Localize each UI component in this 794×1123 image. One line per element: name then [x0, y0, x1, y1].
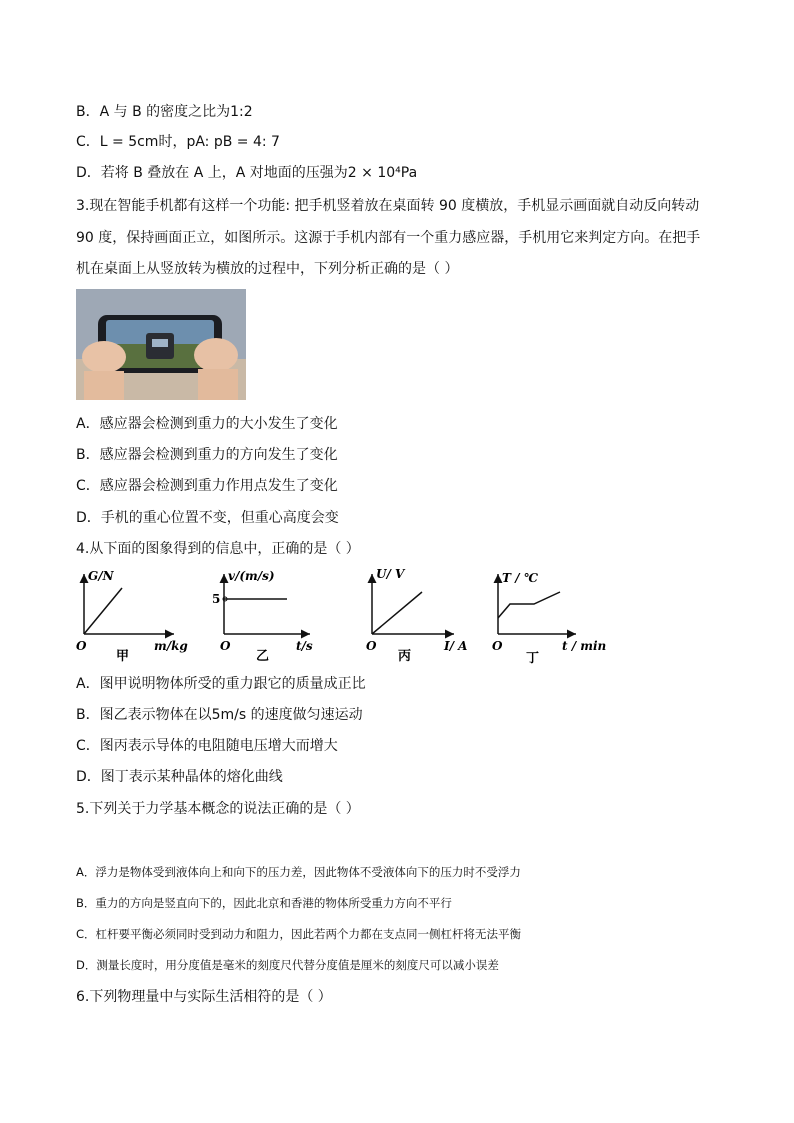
jia-x-label: m/kg	[154, 639, 188, 653]
q3-option-d: D．手机的重心位置不变，但重心高度会变	[76, 510, 339, 526]
jia-y-label: G/N	[88, 569, 114, 583]
q3-option-a: A．感应器会检测到重力的大小发生了变化	[76, 416, 338, 432]
q5-option-a: A．浮力是物体受到液体向上和向下的压力差，因此物体不受液体向下的压力时不受浮力	[76, 865, 521, 879]
q5-option-d: D．测量长度时，用分度值是毫米的刻度尺代替分度值是厘米的刻度尺可以减小误差	[76, 958, 499, 972]
yi-x-label: t/s	[296, 639, 313, 653]
q4-option-b: B．图乙表示物体在以5m/s 的速度做匀速运动	[76, 707, 363, 723]
q3-option-b: B．感应器会检测到重力的方向发生了变化	[76, 447, 338, 463]
jia-name: 甲	[116, 649, 130, 664]
q3-stem-line2: 90 度，保持画面正立，如图所示。这源于手机内部有一个重力感应器，手机用它来判定方向。在把手	[76, 230, 701, 246]
option-d-stack: D．若将 B 叠放在 A 上，A 对地面的压强为2 × 10⁴Pa	[76, 165, 418, 181]
q4-option-a: A．图甲说明物体所受的重力跟它的质量成正比	[76, 676, 366, 692]
ding-y-label: T / ℃	[502, 571, 539, 585]
graph-bing	[364, 568, 474, 668]
option-c-pressure: C．L = 5cm时，pA: pB = 4: 7	[76, 134, 280, 150]
bing-y-label: U/ V	[376, 568, 405, 581]
graph-yi	[212, 568, 322, 668]
ding-name: 丁	[526, 651, 540, 664]
q3-stem-line1: 3.现在智能手机都有这样一个功能: 把手机竖着放在桌面转 90 度横放，手机显示画面就自动反向转动	[76, 198, 700, 214]
q5-option-c: C．杠杆要平衡必须同时受到动力和阻力，因此若两个力都在支点同一侧杠杆将无法平衡	[76, 927, 522, 941]
graph-jia	[76, 568, 196, 668]
q5-stem: 5.下列关于力学基本概念的说法正确的是（ ）	[76, 801, 360, 817]
bing-name: 丙	[398, 649, 412, 664]
ding-x-label: t / min	[562, 639, 607, 653]
bing-x-label: I/ A	[444, 639, 468, 653]
yi-origin: O	[220, 639, 231, 653]
yi-name: 乙	[256, 649, 270, 664]
q5-option-b: B．重力的方向是竖直向下的，因此北京和香港的物体所受重力方向不平行	[76, 896, 452, 910]
yi-y-label: v/(m/s)	[228, 569, 275, 583]
q3-stem-line3: 机在桌面上从竖放转为横放的过程中，下列分析正确的是（ ）	[76, 261, 459, 277]
q4-option-c: C．图丙表示导体的电阻随电压增大而增大	[76, 738, 338, 754]
graph-ding	[490, 568, 620, 668]
q4-option-d: D．图丁表示某种晶体的熔化曲线	[76, 769, 283, 785]
phone-landscape-photo	[76, 289, 246, 400]
yi-mark-5: 5	[212, 592, 221, 606]
jia-origin: O	[76, 639, 87, 653]
bing-origin: O	[366, 639, 377, 653]
ding-origin: O	[492, 639, 503, 653]
q6-stem: 6.下列物理量中与实际生活相符的是（ ）	[76, 989, 332, 1005]
option-b-density: B．A 与 B 的密度之比为1:2	[76, 104, 253, 120]
q4-stem: 4.从下面的图象得到的信息中，正确的是（ ）	[76, 541, 360, 557]
q3-option-c: C．感应器会检测到重力作用点发生了变化	[76, 478, 338, 494]
